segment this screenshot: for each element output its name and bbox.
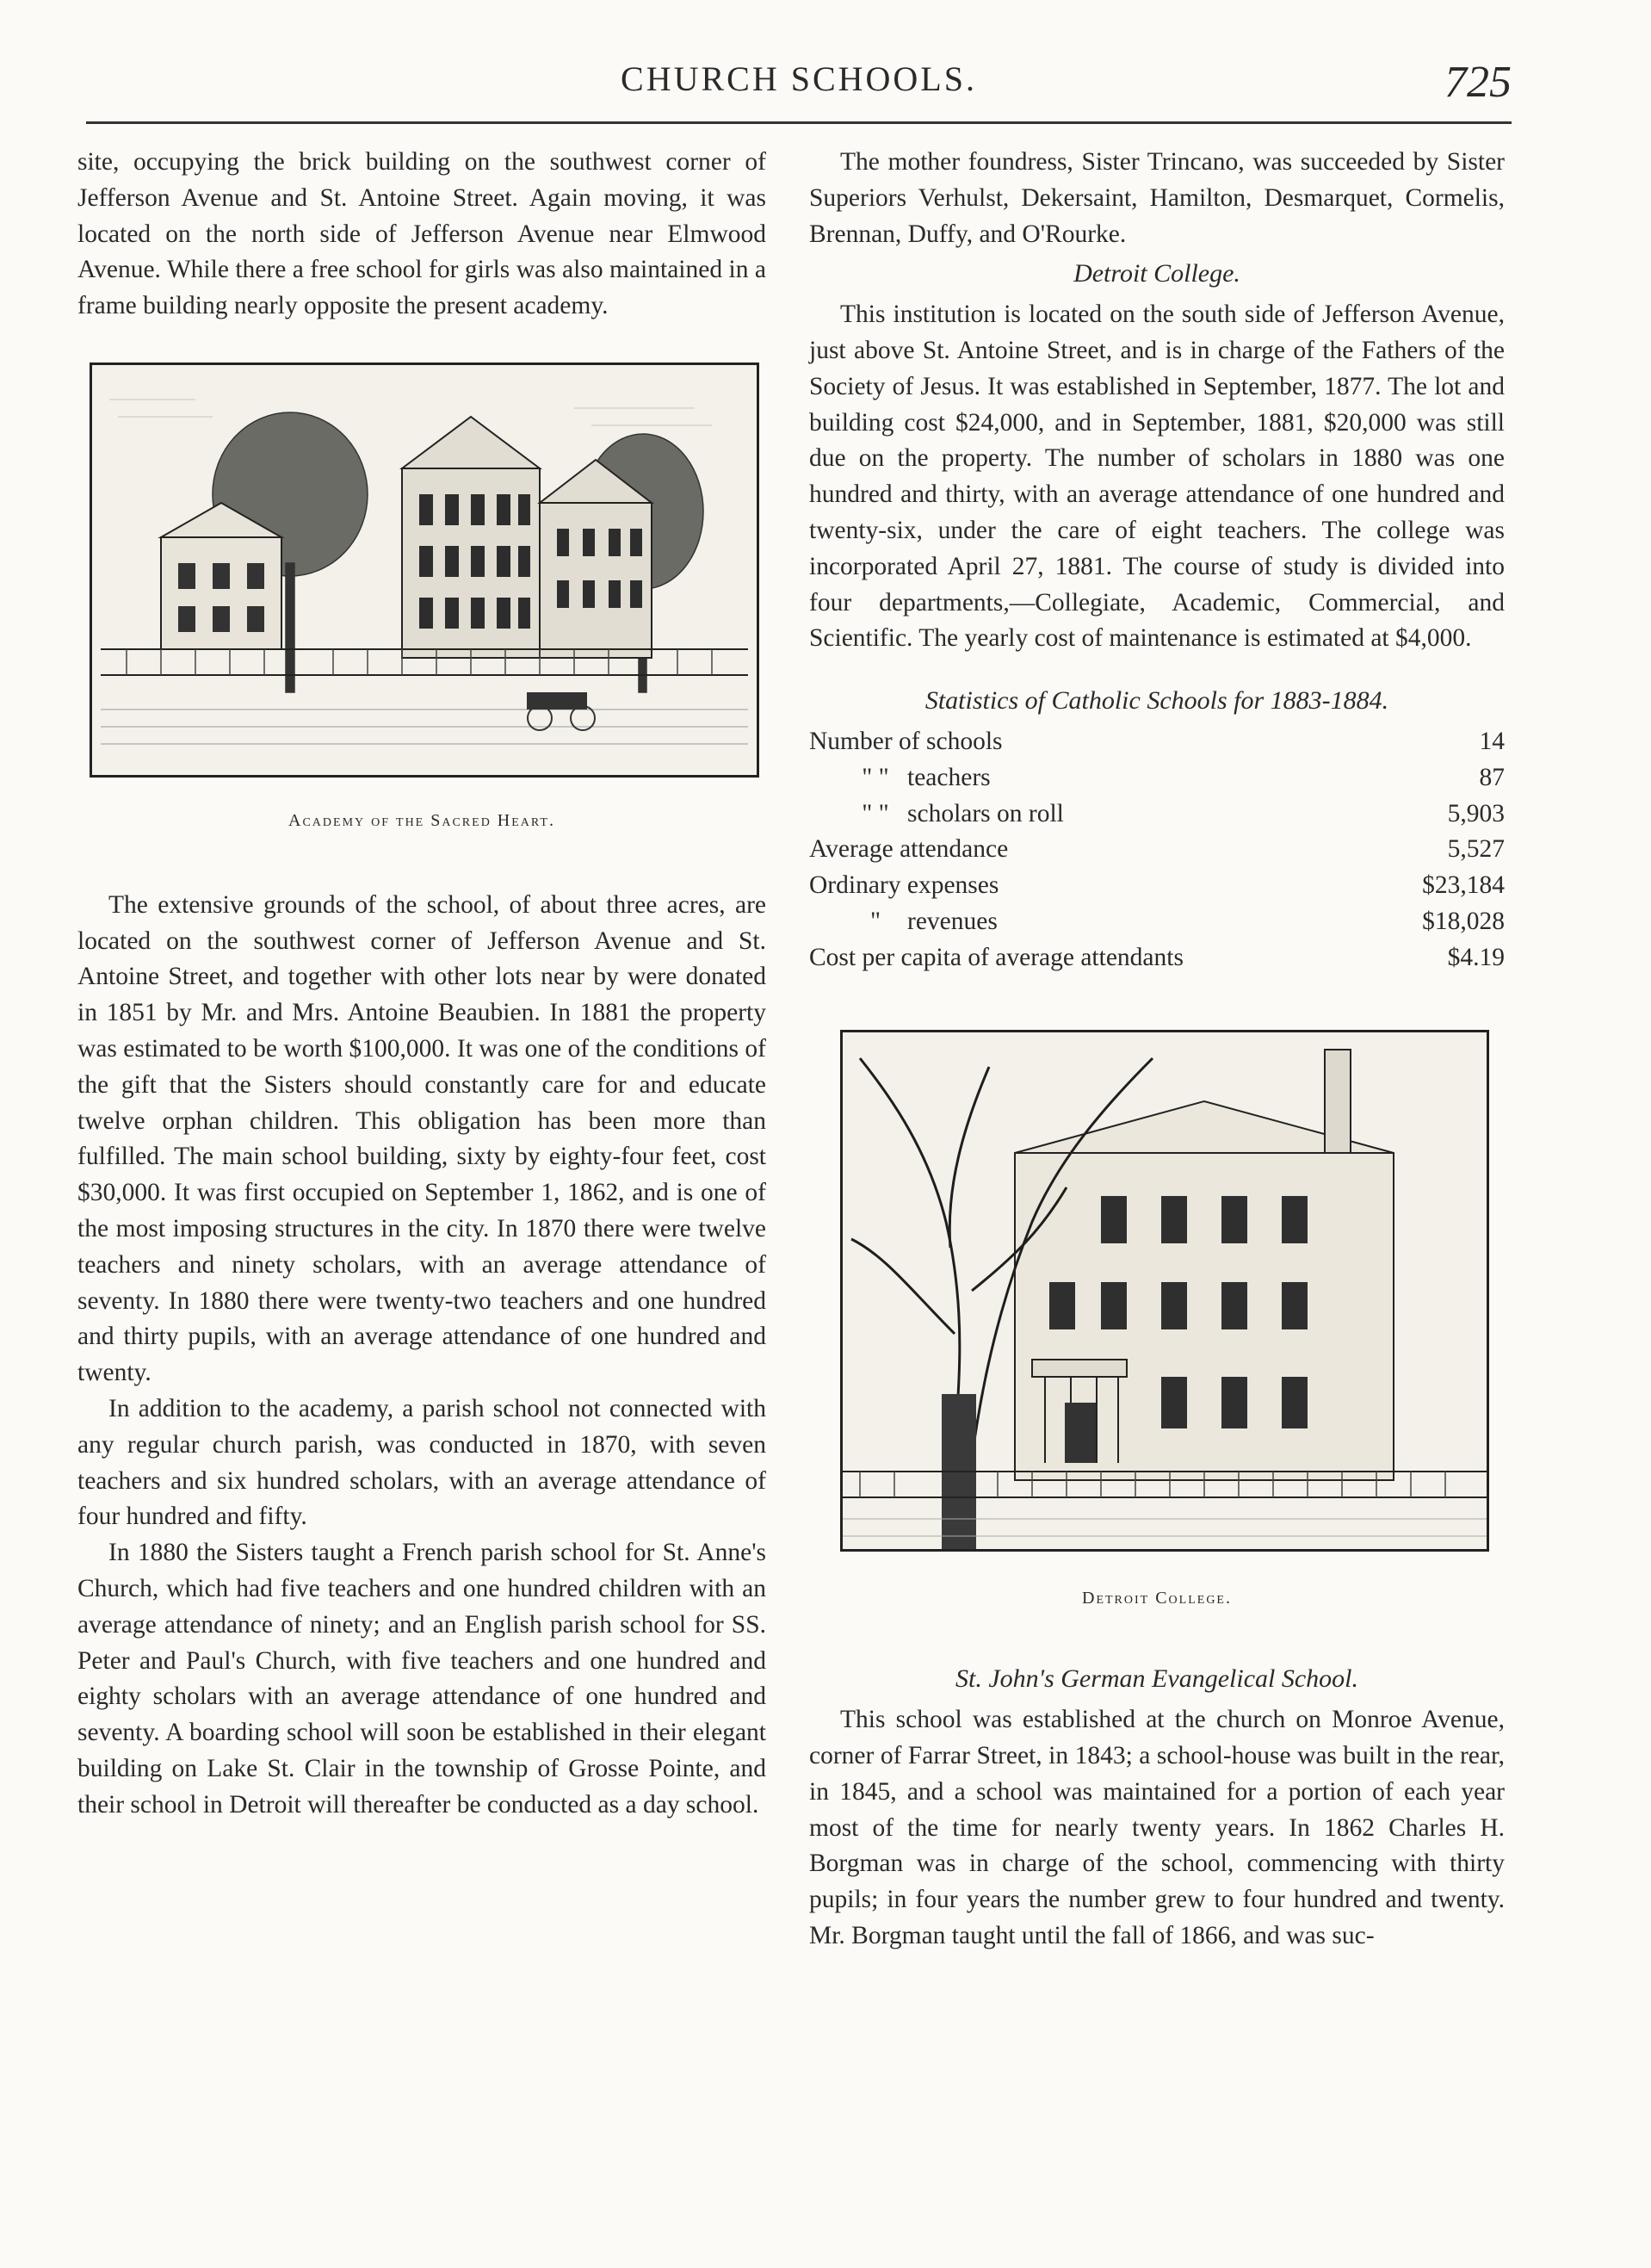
paragraph-grounds: The extensive grounds of the school, of about three acres, are located on the southwest corner of Jefferson Avenue and St. Antoine Street, and together with other lots near by were donated in 1851 by Mr. and Mrs. Antoine Beaubien. In 1881 the property was estimated to be worth $100,000. It was one of the conditions of the gift that the Sisters should constantly care for and educate twelve orphan children. This obligation has been more than fulfilled. The main school building, sixty by eighty-four feet, cost $30,000. It was first occupied on September 1, 1862, and is one of the most imposing structures in the city. In 1870 there were twelve teachers and ninety scholars, with an average attendance of seventy. In 1880 there were twenty-two teachers and one hundred and thirty pupils, with an average attendance of one hundred and twenty. xyxy=(77,890,766,1387)
statistics-table xyxy=(809,724,1505,976)
statistics-label: teachers xyxy=(907,763,991,791)
statistics-value: 14 xyxy=(1479,727,1505,755)
detroit-college-engraving xyxy=(840,1030,1489,1552)
statistics-label: Cost per capita of average attendants xyxy=(809,943,1184,971)
statistics-row xyxy=(809,724,1505,760)
statistics-label-cell xyxy=(809,868,1379,904)
paragraph-parish-school: In addition to the academy, a parish school not connected with any regular church parish, was conducted in 1870, with seven teachers and six hundred scholars, with an average attendance of four hundred and fifty. xyxy=(77,1394,766,1531)
academy-engraving xyxy=(90,363,759,778)
heading-detroit-college: Detroit College. xyxy=(1073,259,1240,288)
figure-detroit-college xyxy=(809,1030,1505,1617)
statistics-label-cell xyxy=(809,760,1379,796)
statistics-value: 87 xyxy=(1479,763,1505,791)
statistics-row xyxy=(809,832,1505,868)
statistics-label: revenues xyxy=(907,907,998,935)
statistics-row xyxy=(809,868,1505,904)
paragraph-st-johns: This school was established at the church on Monroe Avenue, corner of Farrar Street, in 1843; a school-house was built in the rear, in 1845, and a school was maintained for a portion of each year most of the time for nearly twenty years. In 1862 Charles H. Borgman was in charge of the school, commencing with thirty pupils; in four years the number grew to four hundred and twenty. Mr. Borgman taught until the fall of 1866, and was suc- xyxy=(809,1706,1505,1949)
paragraph-foundress: The mother foundress, Sister Trincano, was succeeded by Sister Superiors Verhulst, Dekersaint, Hamilton, Desmarquet, Cormelis, Brennan, Duffy, and O'Rourke. xyxy=(809,148,1505,248)
statistics-label: Ordinary expenses xyxy=(809,871,999,900)
detroit-college-caption: Detroit College. xyxy=(1082,1588,1232,1608)
left-column xyxy=(77,145,766,1824)
paragraph-detroit-college: This institution is located on the south side of Jefferson Avenue, just above St. Antoine Street, and is in charge of the Fathers of the Society of Jesus. It was established in September, 1877. The lot and building cost $24,000, and in September, 1881, $20,000 was still due on the property. The number of scholars in 1880 was one hundred and thirty, with an average attendance of one hundred and twenty-six, under the care of eight teachers. The college was incorporated April 27, 1881. The course of study is divided into four departments,—Collegiate, Academic, Commercial, and Scientific. The yearly cost of maintenance is estimated at $4,000. xyxy=(809,301,1505,653)
statistics-label-cell xyxy=(809,832,1379,868)
header-rule xyxy=(86,121,1512,124)
statistics-row xyxy=(809,760,1505,796)
ditto-mark: " " xyxy=(862,763,889,791)
page-header xyxy=(86,52,1512,124)
statistics-label: Number of schools xyxy=(809,727,1003,755)
figure-academy xyxy=(77,363,766,840)
statistics-label-cell xyxy=(809,940,1379,976)
statistics-row xyxy=(809,940,1505,976)
statistics-value: $4.19 xyxy=(1447,943,1505,971)
academy-caption: Academy of the Sacred Heart. xyxy=(288,810,555,830)
running-title: CHURCH SCHOOLS. xyxy=(621,59,977,98)
statistics-row xyxy=(809,904,1505,940)
statistics-value: 5,903 xyxy=(1447,799,1505,827)
statistics-row xyxy=(809,796,1505,833)
paragraph-top: site, occupying the brick building on the southwest corner of Jefferson Avenue and St. Antoine Street. Again moving, it was located on the north side of Jefferson Avenue near Elmwood Avenue. While there a free school for girls was also maintained in a frame building nearly opposite the present academy. xyxy=(77,148,766,320)
detroit-college-illustration xyxy=(843,1032,1487,1549)
ditto-mark: " xyxy=(869,907,881,935)
statistics-value: $23,184 xyxy=(1422,871,1505,900)
statistics-label-cell xyxy=(809,724,1379,760)
statistics-label: Average attendance xyxy=(809,835,1009,864)
statistics-label-cell xyxy=(809,904,1379,940)
heading-st-johns: St. John's German Evangelical School. xyxy=(955,1664,1358,1694)
statistics-value: 5,527 xyxy=(1447,835,1505,864)
right-column xyxy=(809,145,1505,1955)
statistics-label: scholars on roll xyxy=(907,799,1064,827)
ditto-mark: " " xyxy=(862,799,889,827)
page-number: 725 xyxy=(1444,58,1512,107)
academy-illustration xyxy=(92,365,757,775)
statistics-value: $18,028 xyxy=(1422,907,1505,935)
heading-statistics: Statistics of Catholic Schools for 1883-1884. xyxy=(924,686,1389,716)
statistics-label-cell xyxy=(809,796,1379,833)
paragraph-french-school: In 1880 the Sisters taught a French parish school for St. Anne's Church, which had five teachers and one hundred children with an average attendance of ninety; and an English parish school for SS. Peter and Paul's Church, with five teachers and one hundred and eighty scholars with an average attendance of one hundred and seventy. A boarding school will soon be established in their elegant building on Lake St. Clair in the township of Grosse Pointe, and their school in Detroit will thereafter be conducted as a day school. xyxy=(77,1539,766,1819)
